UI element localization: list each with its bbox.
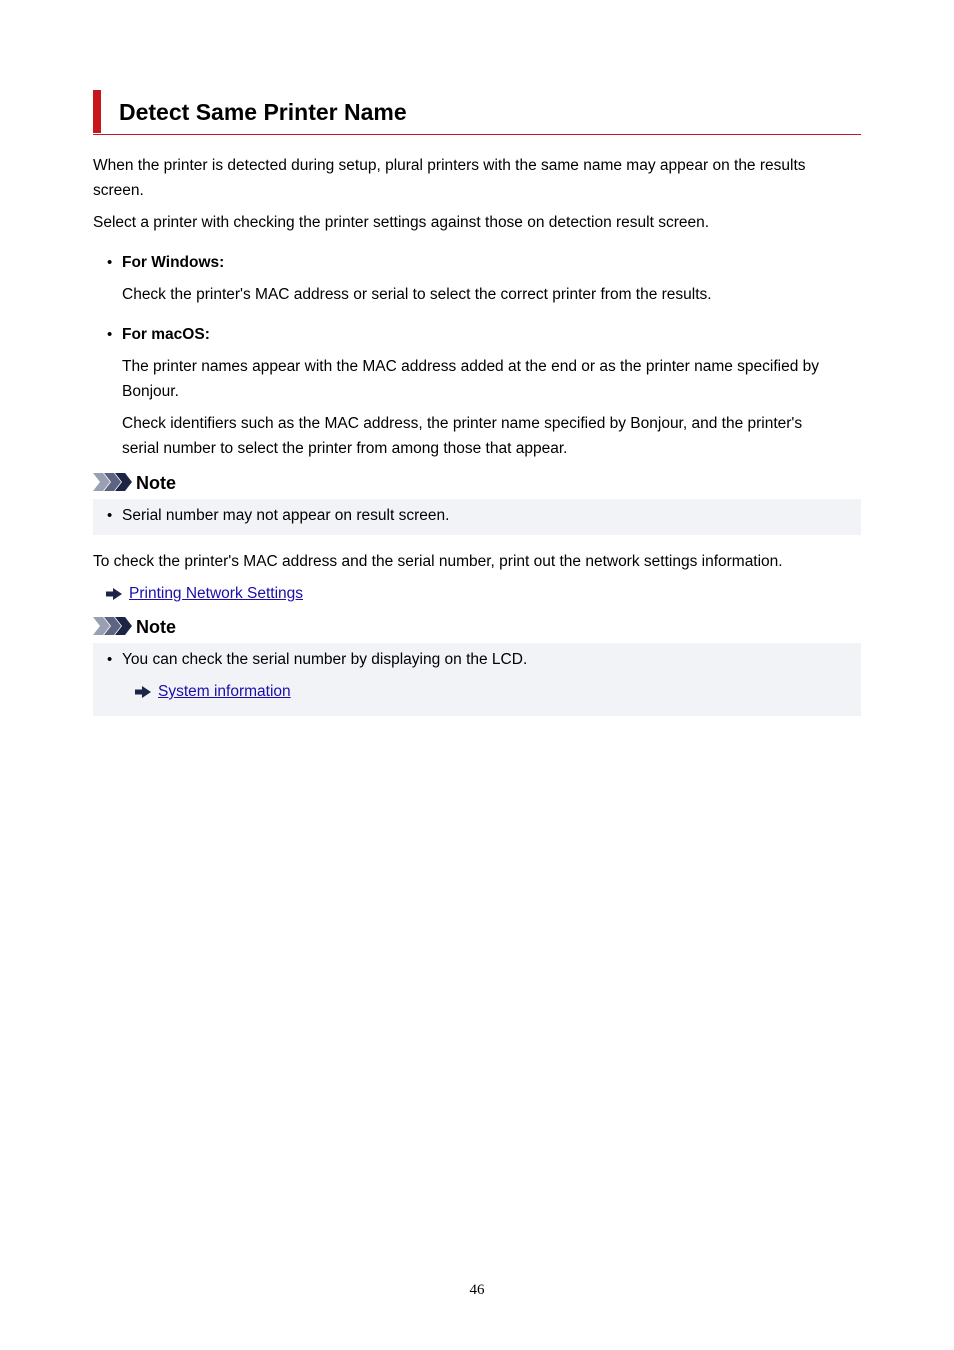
note-header <box>93 615 861 639</box>
macos-body-1: The printer names appear with the MAC address added at the end or as the printer name specified by Bonjour. <box>122 358 820 400</box>
macos-section <box>93 322 861 461</box>
arrow-right-icon <box>106 588 122 600</box>
check-mac-paragraph: To check the printer's MAC address and the serial number, print out the network settings information. <box>93 553 783 570</box>
intro-paragraph-1: When the printer is detected during setup, plural printers with the same name may appear on the results screen. <box>93 157 806 199</box>
heading-accent-bar <box>93 90 101 133</box>
triple-chevron-icon <box>93 617 133 635</box>
note-title: Note <box>136 617 176 637</box>
triple-chevron-icon <box>93 473 133 491</box>
windows-body: Check the printer's MAC address or serial to select the correct printer from the results. <box>122 286 712 303</box>
note-item-text: You can check the serial number by displaying on the LCD. <box>122 651 528 668</box>
note-box <box>93 643 861 716</box>
macos-label: For macOS: <box>122 326 210 343</box>
bullet-icon: • <box>107 326 113 343</box>
printing-network-settings-link[interactable]: Printing Network Settings <box>129 585 304 602</box>
windows-section <box>93 250 861 307</box>
windows-label: For Windows: <box>122 254 225 271</box>
note-item <box>93 503 861 528</box>
bullet-icon: • <box>107 254 113 271</box>
page-number: 46 <box>469 1282 485 1298</box>
note-title: Note <box>136 473 176 493</box>
bullet-icon: • <box>107 507 113 524</box>
note-header <box>93 471 861 495</box>
macos-body-2: Check identifiers such as the MAC address, the printer name specified by Bonjour, and the printer's serial number to select the printer from among those that appear. <box>122 415 803 457</box>
note-box <box>93 499 861 535</box>
arrow-right-icon <box>135 686 151 698</box>
note-item-text: Serial number may not appear on result screen. <box>122 507 450 524</box>
note-item <box>93 647 861 672</box>
heading-block <box>93 90 861 135</box>
page-title: Detect Same Printer Name <box>119 99 407 125</box>
intro-paragraph-2: Select a printer with checking the printer settings against those on detection result screen. <box>93 214 710 231</box>
system-information-link[interactable]: System information <box>158 683 291 700</box>
system-information-link-row <box>93 679 861 704</box>
document-page <box>93 90 861 716</box>
printing-network-settings-link-row <box>93 581 861 606</box>
bullet-icon: • <box>107 651 113 668</box>
